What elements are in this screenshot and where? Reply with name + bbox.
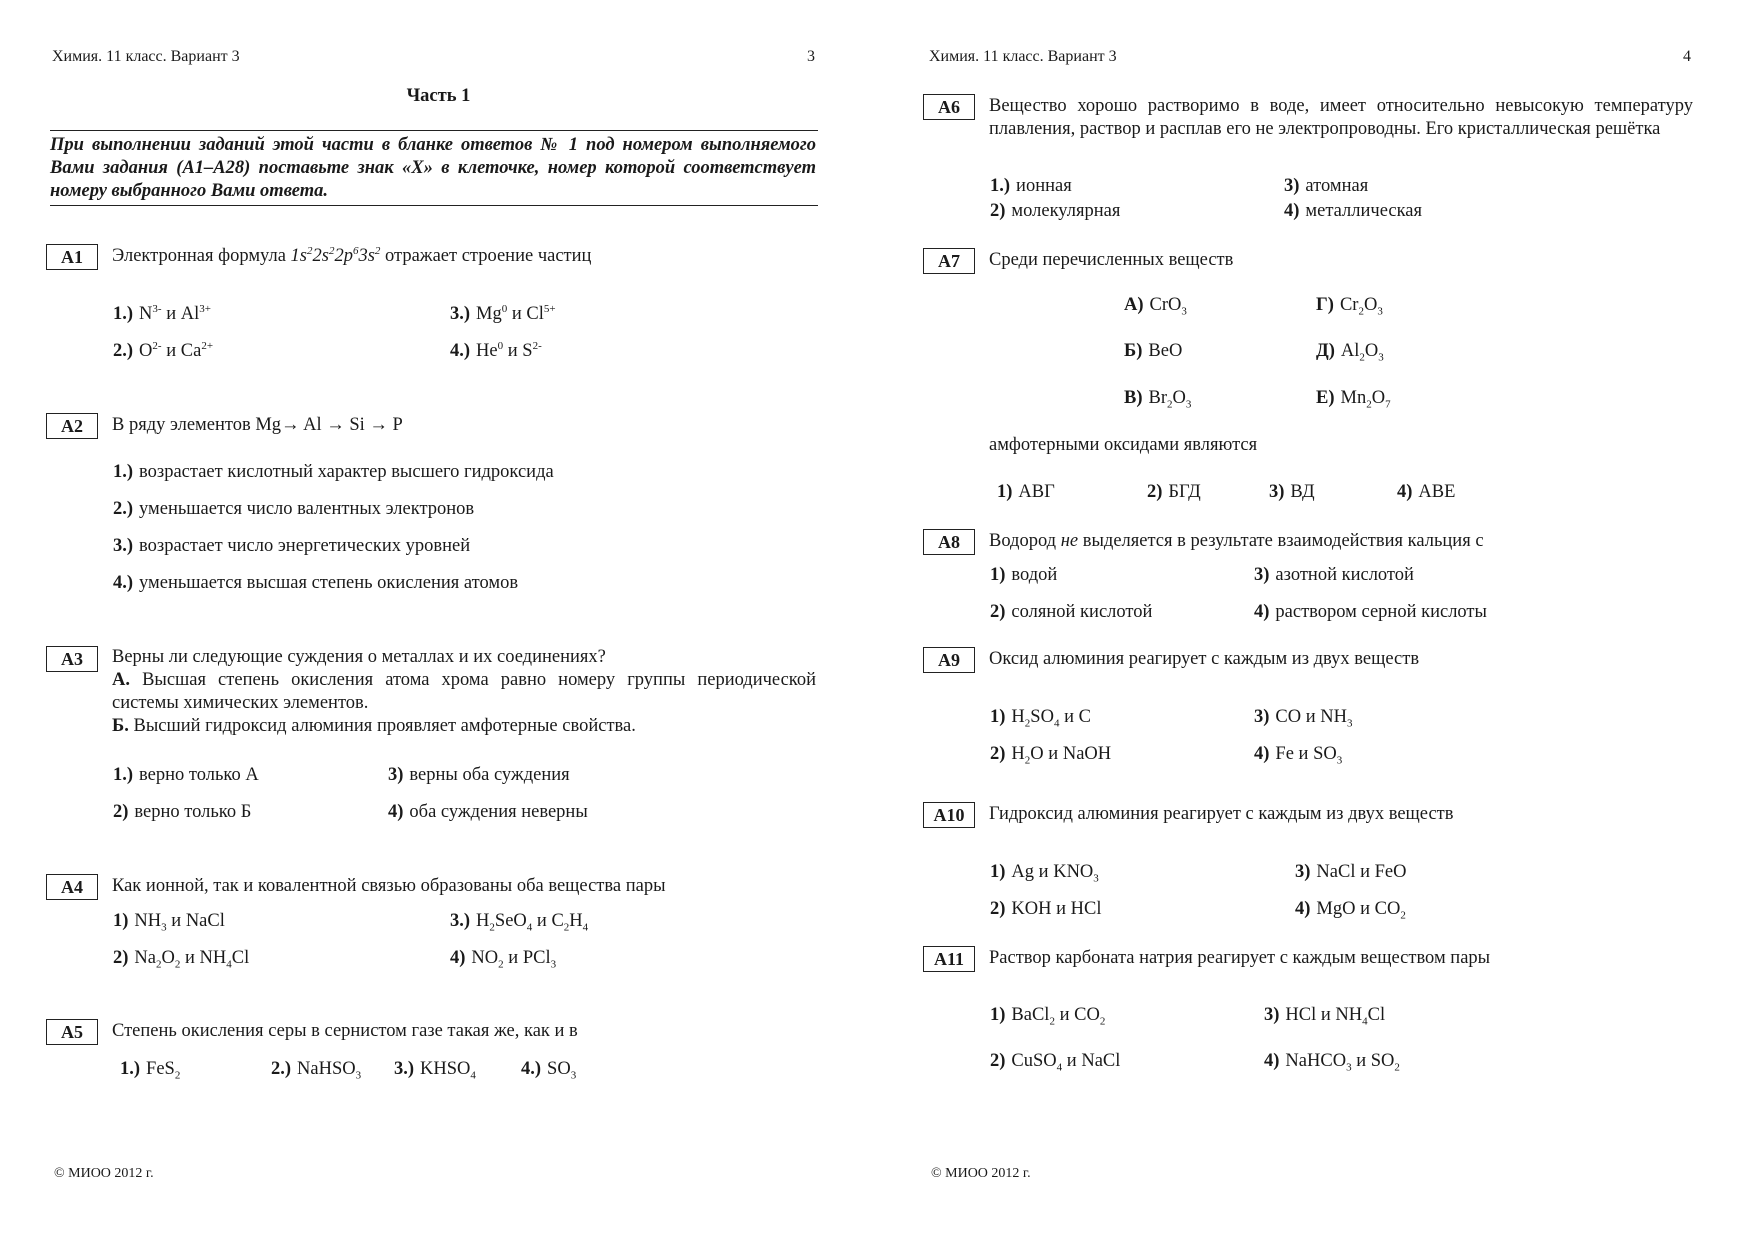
option-a6-2[interactable]: 2) молекулярная	[990, 201, 1121, 221]
part-title: Часть 1	[406, 86, 471, 106]
option-a1-2[interactable]: 2.) $O^{2-}$ и $Ca^{2+}$	[113, 339, 214, 361]
question-label-a11: А11	[923, 946, 975, 972]
option-a7-2[interactable]: 2) БГД	[1147, 482, 1201, 502]
question-stem-a1: Электронная формула $1s^22s^22p^63s^2$ отражает строение частиц	[112, 244, 592, 266]
question-stem-a3: Верны ли следующие суждения о металлах и их соединениях? А. Высшая степень окисления атома хрома равно номеру группы периодической системы химических элементов. Б. Высший гидроксид алюминия проявляет амфотерные свойства.	[112, 647, 817, 736]
option-a1-4[interactable]: 4.) He$^0$ и $S^{2-}$	[450, 339, 542, 361]
question-stem-a10: Гидроксид алюминия реагирует с каждым из двух веществ	[989, 804, 1454, 824]
option-a7-1[interactable]: 1) АВГ	[997, 482, 1055, 502]
option-a2-2[interactable]: 2.) уменьшается число валентных электронов	[113, 499, 475, 519]
question-label-a7: А7	[923, 248, 975, 274]
page-header: Химия. 11 класс. Вариант 3	[52, 48, 240, 65]
question-stem-a9: Оксид алюминия реагирует с каждым из двух веществ	[989, 649, 1420, 669]
question-a7-sub: амфотерными оксидами являются	[989, 435, 1258, 455]
substance-b: Б) BeO	[1124, 341, 1183, 361]
question-label-a6: А6	[923, 94, 975, 120]
option-a10-1[interactable]: 1) Ag и $KNO_3$	[990, 862, 1099, 885]
option-a11-3[interactable]: 3) HCl и $NH_4Cl$	[1264, 1005, 1386, 1028]
option-a8-2[interactable]: 2) соляной кислотой	[990, 602, 1153, 622]
option-a8-4[interactable]: 4) раствором серной кислоты	[1254, 602, 1487, 622]
option-a10-4[interactable]: 4) MgO и $CO_2$	[1295, 899, 1406, 922]
option-a6-3[interactable]: 3) атомная	[1284, 176, 1369, 196]
option-a10-3[interactable]: 3) NaCl и FeO	[1295, 862, 1407, 882]
option-a6-4[interactable]: 4) металлическая	[1284, 201, 1423, 221]
question-label-a4: А4	[46, 874, 98, 900]
question-label-a9: А9	[923, 647, 975, 673]
question-label-a10: А10	[923, 802, 975, 828]
question-stem-a4: Как ионной, так и ковалентной связью образованы оба вещества пары	[112, 876, 666, 896]
question-label-a5: А5	[46, 1019, 98, 1045]
page-number: 4	[1683, 48, 1691, 65]
substance-d: Д) $Al_2O_3$	[1316, 341, 1384, 364]
question-stem-a7: Среди перечисленных веществ	[989, 250, 1234, 270]
option-a4-3[interactable]: 3.) $H_2SeO_4$ и $C_2H_4$	[450, 911, 589, 934]
option-a11-4[interactable]: 4) NaHCO$_3$ и $SO_2$	[1264, 1051, 1400, 1074]
page-number: 3	[807, 48, 815, 65]
option-a7-4[interactable]: 4) АВЕ	[1397, 482, 1456, 502]
instruction: При выполнении заданий этой части в бланке ответов № 1 под номером выполняемого Вами задания (А1–А28) поставьте знак «X» в клеточке, номер которой соответствует номеру выбранного Вами ответа.	[50, 135, 816, 201]
question-stem-a11: Раствор карбоната натрия реагирует с каждым веществом пары	[989, 948, 1491, 968]
option-a11-1[interactable]: 1) BaCl$_2$ и $CO_2$	[990, 1005, 1106, 1028]
substance-v: В) $Br_2O_3$	[1124, 388, 1192, 411]
option-a7-3[interactable]: 3) ВД	[1269, 482, 1315, 502]
substance-a: А) CrO$_3$	[1124, 295, 1187, 318]
divider-bottom	[50, 205, 818, 206]
page-footer: © МИОО 2012 г.	[931, 1166, 1031, 1181]
option-a4-1[interactable]: 1) $NH_3$ и NaCl	[113, 911, 225, 934]
option-a2-3[interactable]: 3.) возрастает число энергетических уровней	[113, 536, 471, 556]
option-a2-1[interactable]: 1.) возрастает кислотный характер высшего гидроксида	[113, 462, 554, 482]
option-a1-3[interactable]: 3.) Mg$^0$ и $Cl^{5+}$	[450, 302, 556, 324]
option-a3-3[interactable]: 3) верны оба суждения	[388, 765, 570, 785]
page-footer: © МИОО 2012 г.	[54, 1166, 154, 1181]
option-a8-3[interactable]: 3) азотной кислотой	[1254, 565, 1414, 585]
option-a10-2[interactable]: 2) KOH и HCl	[990, 899, 1102, 919]
option-a5-4[interactable]: 4.) $SO_3$	[521, 1059, 577, 1082]
option-a8-1[interactable]: 1) водой	[990, 565, 1058, 585]
option-a4-4[interactable]: 4) $NO_2$ и PCl$_3$	[450, 948, 557, 971]
question-label-a2: А2	[46, 413, 98, 439]
option-a4-2[interactable]: 2) $Na_2O_2$ и $NH_4Cl$	[113, 948, 250, 971]
question-stem-a6: Вещество хорошо растворимо в воде, имеет относительно невысокую температуру плавления, раствор и расплав его не электропроводны. Его кристаллическая решётка	[989, 96, 1693, 139]
question-label-a3: А3	[46, 646, 98, 672]
option-a6-1[interactable]: 1.) ионная	[990, 176, 1072, 196]
option-a9-3[interactable]: 3) CO и $NH_3$	[1254, 707, 1353, 730]
substance-g: Г) $Cr_2O_3$	[1316, 295, 1383, 318]
substance-e: Е) $Mn_2O_7$	[1316, 388, 1391, 411]
option-a3-1[interactable]: 1.) верно только А	[113, 765, 259, 785]
option-a9-4[interactable]: 4) Fe и $SO_3$	[1254, 744, 1343, 767]
option-a3-4[interactable]: 4) оба суждения неверны	[388, 802, 588, 822]
question-label-a8: А8	[923, 529, 975, 555]
option-a11-2[interactable]: 2) CuSO$_4$ и NaCl	[990, 1051, 1121, 1074]
option-a9-1[interactable]: 1) $H_2SO_4$ и C	[990, 707, 1091, 730]
page-header: Химия. 11 класс. Вариант 3	[929, 48, 1117, 65]
question-stem-a8: Водород не выделяется в результате взаимодействия кальция с	[989, 531, 1484, 551]
question-stem-a5: Степень окисления серы в сернистом газе такая же, как и в	[112, 1021, 578, 1041]
question-stem-a2: В ряду элементов Mg→ Al → Si → P	[112, 415, 403, 435]
option-a1-1[interactable]: 1.) $N^{3-}$ и $Al^{3+}$	[113, 302, 211, 324]
page-4	[877, 0, 1754, 1239]
option-a5-1[interactable]: 1.) FeS$_2$	[120, 1059, 181, 1082]
option-a9-2[interactable]: 2) $H_2O$ и NaOH	[990, 744, 1112, 767]
option-a2-4[interactable]: 4.) уменьшается высшая степень окисления атомов	[113, 573, 519, 593]
option-a5-3[interactable]: 3.) $KHSO_4$	[394, 1059, 476, 1082]
option-a5-2[interactable]: 2.) NaHSO$_3$	[271, 1059, 362, 1082]
option-a3-2[interactable]: 2) верно только Б	[113, 802, 252, 822]
question-label-a1: А1	[46, 244, 98, 270]
divider-top	[50, 130, 818, 131]
